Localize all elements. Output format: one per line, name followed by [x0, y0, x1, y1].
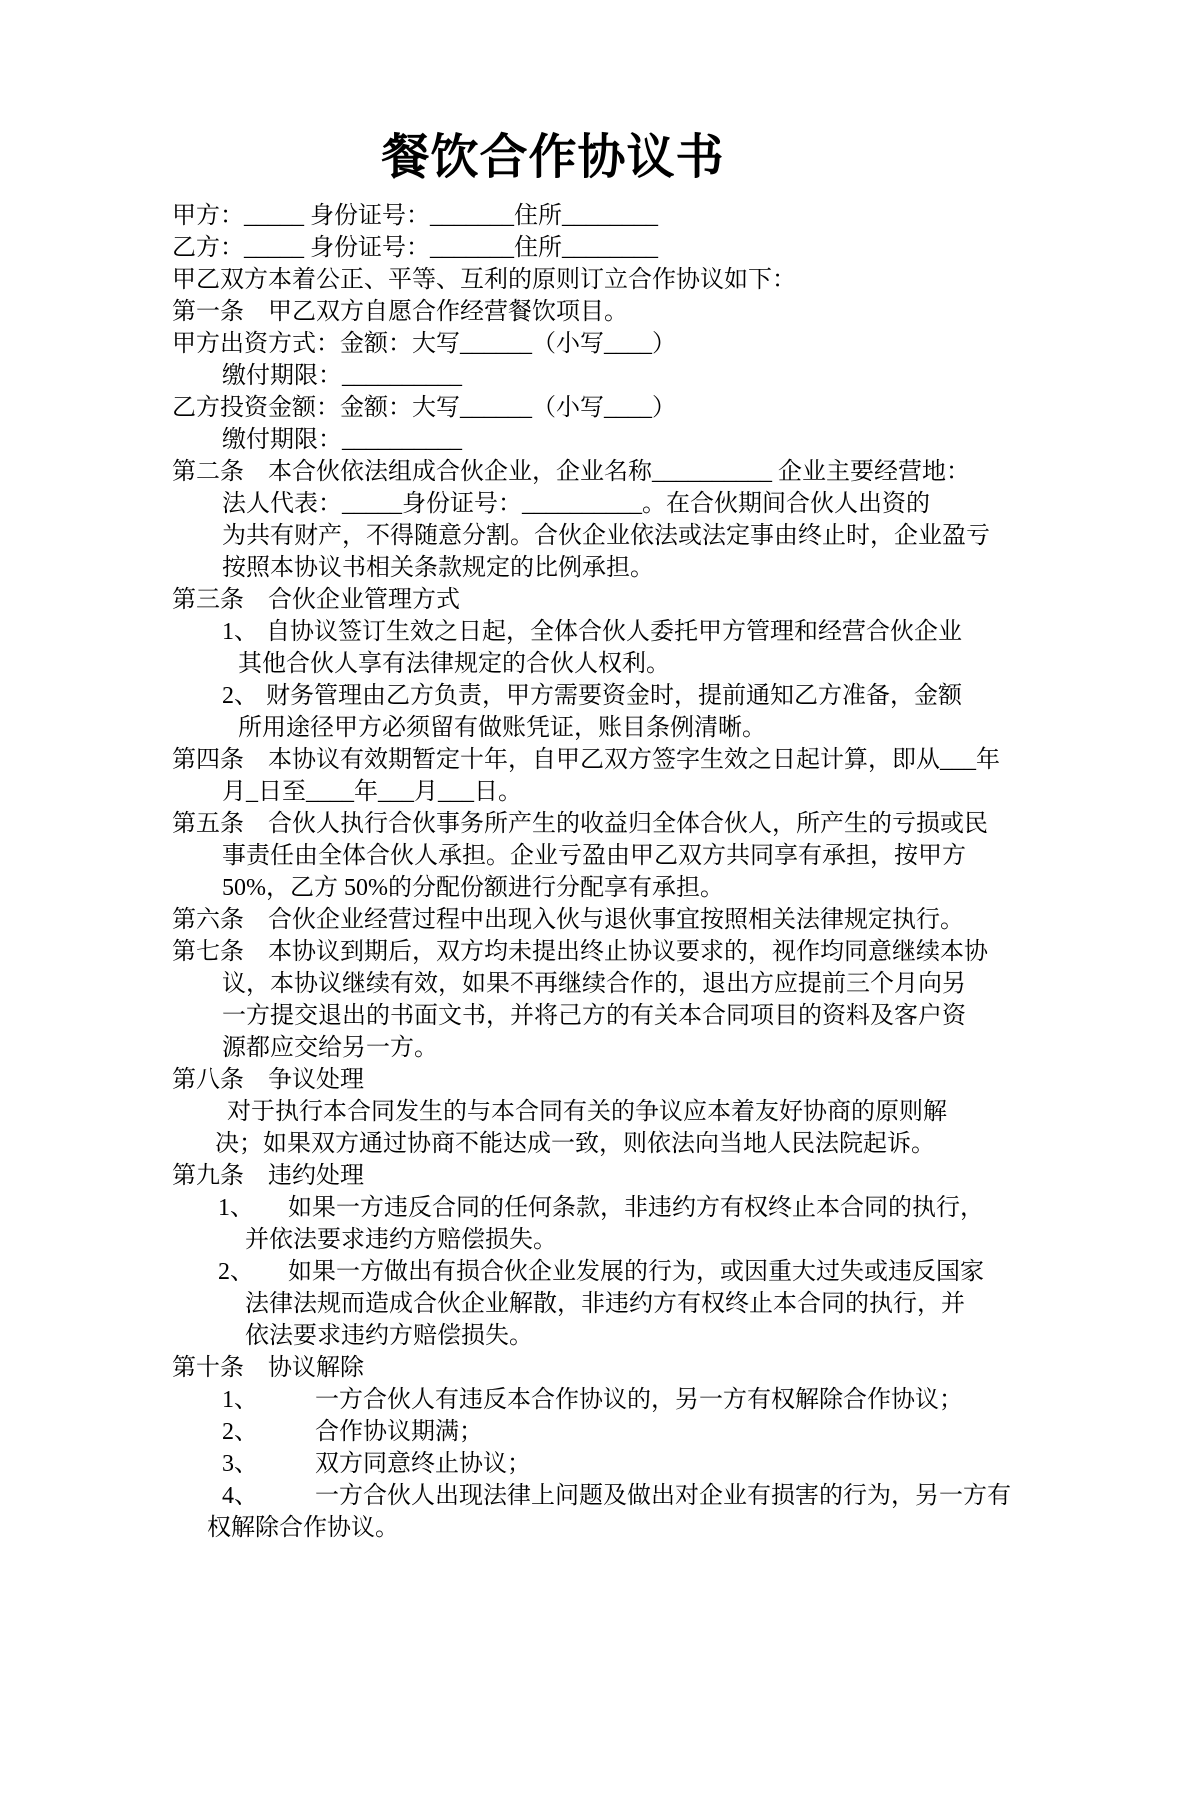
list-item: [172, 1448, 1190, 1480]
line-article-10-item-cont: 权解除合作协议。: [207, 1515, 399, 1541]
line-article-5-cont: 50%，乙方 50%的分配份额进行分配享有承担。: [222, 875, 724, 901]
line-article-6: 第六条 合伙企业经营过程中出现入伙与退伙事宜按照相关法律规定执行。: [172, 907, 964, 933]
list-item: [172, 1256, 1190, 1288]
document-title: 餐饮合作协议书: [381, 131, 725, 184]
list-item-text: 合作协议期满；: [315, 1419, 483, 1445]
list-item: [172, 1192, 1190, 1224]
list-item-number: 1、: [222, 1387, 258, 1413]
document-page: [0, 126, 1190, 1809]
list-item-text: 双方同意终止协议；: [315, 1451, 531, 1477]
line-article-3: 第三条 合伙企业管理方式: [172, 587, 460, 613]
line-article-8: 第八条 争议处理: [172, 1067, 364, 1093]
list-item-number: 4、: [222, 1483, 258, 1509]
line-article-8-cont: 决；如果双方通过协商不能达成一致，则依法向当地人民法院起诉。: [215, 1131, 935, 1157]
line-article-9: 第九条 违约处理: [172, 1163, 364, 1189]
list-item-text: 一方合伙人有违反本合作协议的，另一方有权解除合作协议；: [315, 1387, 963, 1413]
list-item: [172, 616, 1190, 648]
list-item-number: 2、: [222, 683, 258, 709]
list-item: [172, 1384, 1190, 1416]
line-article-9-item-cont: 法律法规而造成合伙企业解散，非违约方有权终止本合同的执行，并: [245, 1291, 965, 1317]
line-article-10: 第十条 协议解除: [172, 1355, 364, 1381]
line-article-2: 第二条 本合伙依法组成合伙企业，企业名称__________ 企业主要经营地：: [172, 459, 970, 485]
line-article-2-cont: 法人代表：_____身份证号：__________。在合伙期间合伙人出资的: [222, 491, 930, 517]
line-article-5-cont: 事责任由全体合伙人承担。企业亏盈由甲乙双方共同享有承担，按甲方: [222, 843, 966, 869]
line-article-7-cont: 源都应交给另一方。: [222, 1035, 438, 1061]
line-article-7: 第七条 本协议到期后，双方均未提出终止协议要求的，视作均同意继续本协: [172, 939, 988, 965]
list-item: [172, 1416, 1190, 1448]
list-item-text: 自协议签订生效之日起，全体合伙人委托甲方管理和经营合伙企业: [266, 619, 962, 645]
line-article-3-item-cont: 其他合伙人享有法律规定的合伙人权利。: [238, 651, 670, 677]
line-article-4-cont: 月_日至____年___月___日。: [222, 779, 522, 805]
list-item-text: 如果一方违反合同的任何条款，非违约方有权终止本合同的执行，: [288, 1195, 984, 1221]
list-item: [172, 1480, 1190, 1512]
list-item-number: 2、: [222, 1419, 258, 1445]
list-item-number: 3、: [222, 1451, 258, 1477]
line-article-3-item-cont: 所用途径甲方必须留有做账凭证，账目条例清晰。: [238, 715, 766, 741]
list-item: [172, 680, 1190, 712]
list-item-text: 财务管理由乙方负责，甲方需要资金时，提前通知乙方准备，金额: [266, 683, 962, 709]
line-article-4: 第四条 本协议有效期暂定十年，自甲乙双方签字生效之日起计算，即从___年: [172, 747, 1000, 773]
line-party-b-contribution: 乙方投资金额：金额：大写______（小写____）: [172, 395, 676, 421]
list-item-number: 2、: [218, 1259, 254, 1285]
line-preamble: 甲乙双方本着公正、平等、互利的原则订立合作协议如下：: [172, 267, 796, 293]
list-item-number: 1、: [222, 619, 258, 645]
line-party-a-contribution: 甲方出资方式：金额：大写______（小写____）: [172, 331, 676, 357]
line-article-8-cont: 对于执行本合同发生的与本合同有关的争议应本着友好协商的原则解: [227, 1099, 947, 1125]
list-item-text: 如果一方做出有损合伙企业发展的行为，或因重大过失或违反国家: [288, 1259, 984, 1285]
line-payment-deadline-a: 缴付期限：__________: [222, 363, 462, 389]
line-article-1: 第一条 甲乙双方自愿合作经营餐饮项目。: [172, 299, 628, 325]
line-article-2-cont: 按照本协议书相关条款规定的比例承担。: [222, 555, 654, 581]
line-article-9-item-cont: 并依法要求违约方赔偿损失。: [245, 1227, 557, 1253]
list-item-text: 一方合伙人出现法律上问题及做出对企业有损害的行为，另一方有: [315, 1483, 1011, 1509]
line-article-7-cont: 一方提交退出的书面文书，并将己方的有关本合同项目的资料及客户资: [222, 1003, 966, 1029]
line-article-9-item-cont: 依法要求违约方赔偿损失。: [245, 1323, 533, 1349]
line-article-7-cont: 议，本协议继续有效，如果不再继续合作的，退出方应提前三个月向另: [222, 971, 966, 997]
line-party-a: 甲方：_____ 身份证号：_______住所________: [172, 203, 658, 229]
document-body: [0, 200, 1190, 1544]
line-payment-deadline-b: 缴付期限：__________: [222, 427, 462, 453]
line-article-2-cont: 为共有财产，不得随意分割。合伙企业依法或法定事由终止时，企业盈亏: [222, 523, 990, 549]
list-item-number: 1、: [218, 1195, 254, 1221]
line-party-b: 乙方：_____ 身份证号：_______住所________: [172, 235, 658, 261]
line-article-5: 第五条 合伙人执行合伙事务所产生的收益归全体合伙人，所产生的亏损或民: [172, 811, 988, 837]
